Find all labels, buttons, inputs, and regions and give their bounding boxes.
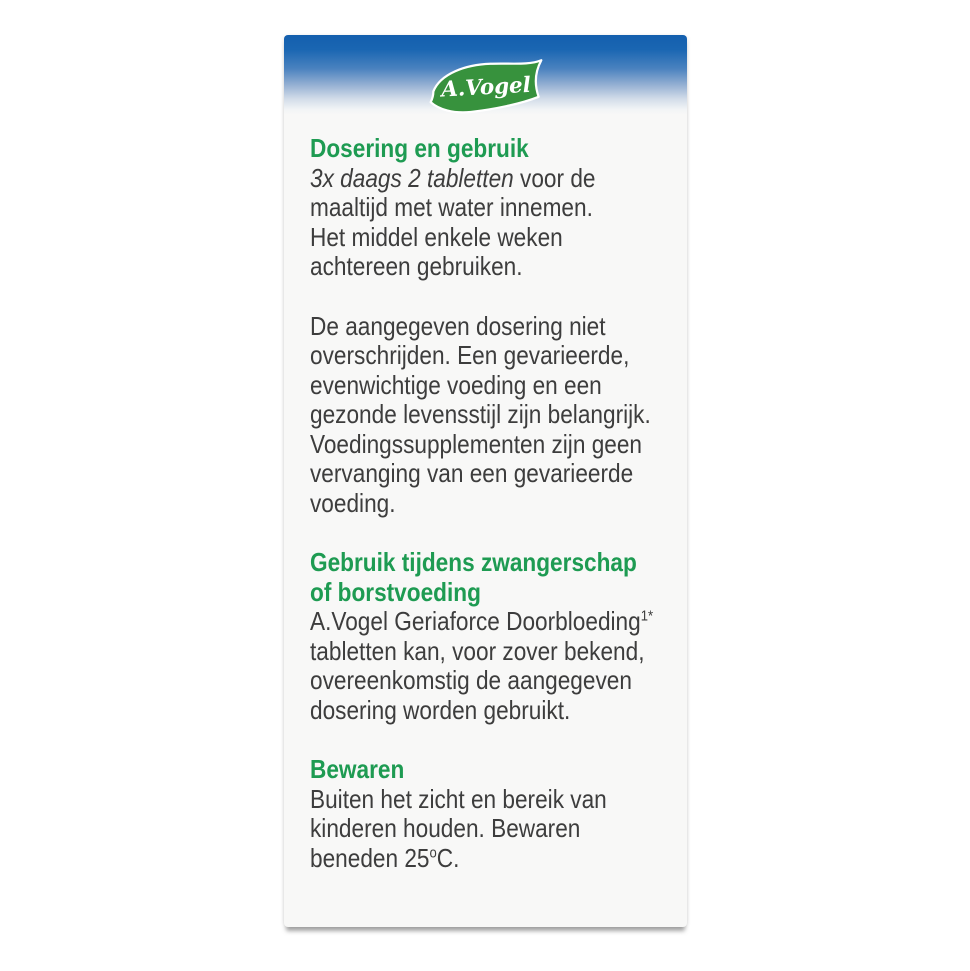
text-line: evenwichtige voeding en een (310, 369, 602, 400)
text-segment: A.Vogel Geriaforce Doorbloeding (310, 606, 641, 636)
text-line: overeenkomstig de aangegeven (310, 665, 632, 695)
text-line (310, 844, 638, 874)
text-line: Voedingssupplementen zijn geen (310, 428, 643, 459)
text-line: voeding. (310, 487, 396, 518)
section-zwangerschap (310, 548, 687, 725)
footnote-marker: 1* (640, 607, 654, 625)
text-line: kinderen houden. Bewaren (310, 813, 581, 843)
text-line: gezonde levensstijl zijn belangrijk. (310, 399, 651, 429)
section-heading: Gebruik tijdens zwangerschap (310, 547, 637, 577)
section-voeding (310, 312, 687, 519)
section-bewaren (310, 755, 687, 873)
section-heading: of borstvoeding (310, 576, 481, 607)
text-line: achtereen gebruiken. (310, 251, 523, 281)
text-line: De aangegeven dosering niet (310, 310, 606, 341)
text-line: Het middel enkele weken (310, 221, 563, 252)
text-line (310, 606, 654, 637)
degree-symbol: o (429, 843, 437, 861)
text-segment: beneden 25 (310, 842, 430, 873)
brand-band (284, 35, 687, 115)
product-box (284, 35, 687, 927)
logo-text: A.Vogel (440, 72, 531, 103)
section-heading: Dosering en gebruik (310, 133, 529, 163)
text-line (310, 164, 638, 194)
text-line: maaltijd met water innemen. (310, 192, 593, 222)
label-text (284, 115, 687, 873)
text-segment: C. (436, 842, 460, 873)
text-line: tabletten kan, voor zover bekend, (310, 635, 645, 666)
section-heading: Bewaren (310, 754, 405, 784)
dosage-emphasis: 3x daags 2 tabletten (310, 162, 514, 193)
text-line: Buiten het zicht en bereik van (310, 783, 607, 814)
text-segment: voor de (513, 162, 596, 193)
vogel-leaf-icon (428, 59, 544, 115)
text-line: overschrijden. Een gevarieerde, (310, 340, 630, 370)
section-dosering (310, 134, 687, 282)
text-line: dosering worden gebruikt. (310, 694, 571, 725)
brand-logo (428, 59, 544, 115)
text-line: vervanging van een gevarieerde (310, 458, 634, 488)
